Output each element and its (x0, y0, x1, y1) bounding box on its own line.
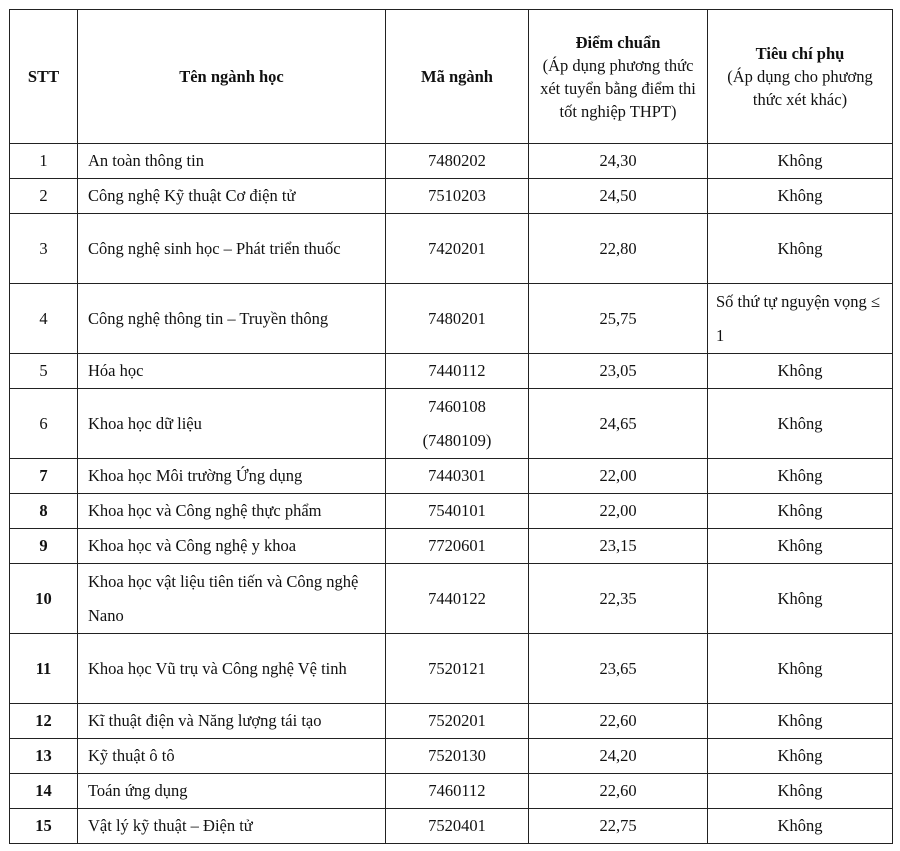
row-score: 24,20 (529, 739, 708, 774)
row-major-code-value: 7720601 (428, 536, 486, 555)
row-major-name: An toàn thông tin (78, 144, 386, 179)
row-major-code (386, 809, 529, 844)
row-score: 24,50 (529, 179, 708, 214)
row-criteria: Không (708, 354, 893, 389)
row-major-name: Khoa học Môi trường Ứng dụng (78, 459, 386, 494)
row-major-code-value: 7460112 (428, 781, 486, 800)
row-major-code (386, 284, 529, 354)
row-score: 23,05 (529, 354, 708, 389)
row-stt: 10 (10, 564, 78, 634)
row-stt: 15 (10, 809, 78, 844)
row-stt: 2 (10, 179, 78, 214)
table-row (10, 389, 893, 459)
row-criteria: Không (708, 494, 893, 529)
header-row (10, 10, 893, 144)
row-major-code (386, 529, 529, 564)
row-criteria: Không (708, 459, 893, 494)
row-score: 22,80 (529, 214, 708, 284)
row-criteria: Không (708, 144, 893, 179)
table-row (10, 494, 893, 529)
row-score: 23,65 (529, 634, 708, 704)
row-criteria: Số thứ tự nguyện vọng ≤ 1 (708, 284, 893, 354)
header-score-title: Điểm chuẩn (575, 32, 661, 52)
row-stt: 12 (10, 704, 78, 739)
row-score: 22,60 (529, 774, 708, 809)
row-criteria: Không (708, 214, 893, 284)
row-score: 24,30 (529, 144, 708, 179)
table-row (10, 284, 893, 354)
row-major-code-value: 7520401 (428, 816, 486, 835)
row-criteria: Không (708, 774, 893, 809)
header-criteria-subtitle: (Áp dụng cho phương thức xét khác) (727, 67, 873, 109)
row-criteria: Không (708, 389, 893, 459)
row-major-name: Kĩ thuật điện và Năng lượng tái tạo (78, 704, 386, 739)
header-stt: STT (10, 10, 78, 144)
table-row (10, 704, 893, 739)
row-major-name: Khoa học và Công nghệ thực phẩm (78, 494, 386, 529)
row-major-code-value: 7520130 (428, 746, 486, 765)
row-major-code (386, 214, 529, 284)
row-major-name: Công nghệ Kỹ thuật Cơ điện tử (78, 179, 386, 214)
row-major-name: Hóa học (78, 354, 386, 389)
row-criteria: Không (708, 704, 893, 739)
row-score: 22,60 (529, 704, 708, 739)
row-criteria: Không (708, 529, 893, 564)
row-major-code-value: 7480202 (428, 151, 486, 170)
row-score: 25,75 (529, 284, 708, 354)
row-major-code-value: 7440122 (428, 588, 486, 608)
row-major-code (386, 459, 529, 494)
row-major-code-value: 7440112 (428, 361, 486, 380)
row-major-name: Khoa học và Công nghệ y khoa (78, 529, 386, 564)
row-criteria: Không (708, 179, 893, 214)
row-major-code-alt: (7480109) (422, 430, 492, 450)
row-major-code-value: 7520121 (428, 658, 486, 678)
row-score: 23,15 (529, 529, 708, 564)
row-major-code (386, 354, 529, 389)
table-row (10, 354, 893, 389)
header-criteria (708, 10, 893, 144)
header-criteria-title: Tiêu chí phụ (755, 44, 845, 63)
row-major-name: Khoa học Vũ trụ và Công nghệ Vệ tinh (78, 634, 386, 704)
row-major-code (386, 494, 529, 529)
row-major-code-value: 7440301 (428, 466, 486, 485)
row-major-code (386, 389, 529, 459)
row-stt: 8 (10, 494, 78, 529)
row-criteria: Không (708, 739, 893, 774)
table-row (10, 634, 893, 704)
row-major-code-value: 7480201 (428, 308, 486, 328)
table-row (10, 739, 893, 774)
row-criteria: Không (708, 564, 893, 634)
table-row (10, 214, 893, 284)
table-row (10, 529, 893, 564)
row-stt: 1 (10, 144, 78, 179)
row-major-name: Công nghệ sinh học – Phát triển thuốc (78, 214, 386, 284)
header-code: Mã ngành (386, 10, 529, 144)
row-stt: 14 (10, 774, 78, 809)
row-major-code (386, 634, 529, 704)
row-major-code-value: 7460108 (428, 396, 486, 416)
row-major-code (386, 774, 529, 809)
row-stt: 4 (10, 284, 78, 354)
row-major-name: Toán ứng dụng (78, 774, 386, 809)
row-major-name: Công nghệ thông tin – Truyền thông (78, 284, 386, 354)
row-stt: 6 (10, 389, 78, 459)
row-major-code-value: 7540101 (428, 501, 486, 520)
row-score: 24,65 (529, 389, 708, 459)
row-score: 22,00 (529, 494, 708, 529)
header-score (529, 10, 708, 144)
table-row (10, 179, 893, 214)
row-major-code-value: 7510203 (428, 186, 486, 205)
row-criteria: Không (708, 809, 893, 844)
row-stt: 3 (10, 214, 78, 284)
header-name: Tên ngành học (78, 10, 386, 144)
row-major-code (386, 739, 529, 774)
row-score: 22,00 (529, 459, 708, 494)
row-major-code-value: 7520201 (428, 711, 486, 730)
row-stt: 9 (10, 529, 78, 564)
row-stt: 5 (10, 354, 78, 389)
row-stt: 13 (10, 739, 78, 774)
table-row (10, 809, 893, 844)
row-stt: 7 (10, 459, 78, 494)
row-score: 22,35 (529, 564, 708, 634)
row-major-name: Khoa học dữ liệu (78, 389, 386, 459)
table-row (10, 564, 893, 634)
row-major-code (386, 564, 529, 634)
row-criteria: Không (708, 634, 893, 704)
row-major-name: Vật lý kỹ thuật – Điện tử (78, 809, 386, 844)
row-major-name: Kỹ thuật ô tô (78, 739, 386, 774)
table-row (10, 774, 893, 809)
row-major-code (386, 179, 529, 214)
table-row (10, 144, 893, 179)
row-major-code (386, 704, 529, 739)
table-row (10, 459, 893, 494)
header-score-subtitle: (Áp dụng phương thức xét tuyển bằng điểm thi tốt nghiệp THPT) (540, 55, 696, 121)
row-stt: 11 (10, 634, 78, 704)
row-score: 22,75 (529, 809, 708, 844)
admission-score-table (9, 9, 893, 844)
row-major-name: Khoa học vật liệu tiên tiến và Công nghệ Nano (78, 564, 386, 634)
table-body (10, 144, 893, 844)
row-major-code-value: 7420201 (428, 238, 486, 258)
row-major-code (386, 144, 529, 179)
